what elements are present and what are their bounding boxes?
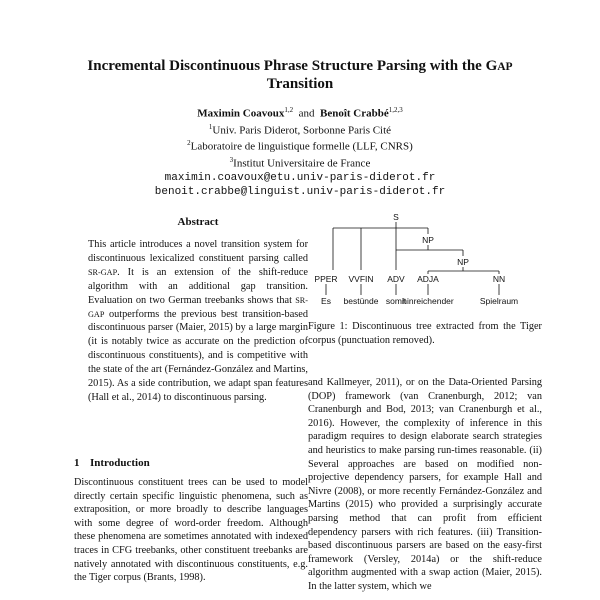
figure1-caption: Figure 1: Discontinuous tree extracted from the Tiger corpus (punctuation removed).	[308, 321, 542, 346]
introduction-text: Discontinuous constituent trees can be used to model directly certain specific linguistic phenomena, such as extraposition, or more broadly to describe languages with some degree of word-order freedom. Although these phenomena are sometimes annotated with indexed traces in CFG treebanks, other constituent treebanks are natively annotated with discontinuous constituents, e.g. the Tiger corpus (Brants, 1998).	[74, 477, 308, 584]
section-title: Introduction	[90, 457, 150, 469]
author-block	[100, 104, 500, 199]
author-and: and	[298, 107, 315, 120]
email-1[interactable]: maximin.coavoux@etu.univ-paris-diderot.fr	[164, 171, 436, 184]
affiliation-3: Institut Universitaire de France	[233, 157, 371, 170]
word-hinreichender: hinreichender	[402, 296, 454, 306]
section-heading	[74, 457, 314, 469]
abstract-text-b: . It is an extension of the shift-reduce algorithm with an additional gap transition. Evaluation on two German treebanks shows that	[88, 266, 308, 306]
section-number: 1	[74, 457, 80, 469]
abstract-text-c: outperforms the previous best transition-based discontinuous parser (Maier, 2015) by a large margin (it is notably twice as accurate on the prediction of discontinuous constituents), and is competitive with the state of the art (Fernández-González and Martins, 2015). As a side contribution, we adapt span features (Hall et al., 2014) to discontinuous parsing.	[88, 308, 308, 403]
node-pper: PPER	[314, 274, 338, 284]
word-somit: somit	[385, 296, 407, 306]
abstract-sc1: SR-GAP	[88, 267, 118, 277]
node-adja: ADJA	[417, 274, 439, 284]
node-vvfin: VVFIN	[348, 274, 374, 284]
author1-name: Maximin Coavoux	[197, 107, 285, 120]
right-column-text: and Kallmeyer, 2011), or on the Data-Oriented Parsing (DOP) framework (van Cranenburgh, 2012; van Cranenburgh and Bod, 2013; van Cranenburgh et al., 2016). However, the complexity of inference in this paradigm requires to design elaborate search strategies and heuristics to make parsing run-times reasonable. (ii) Several approaches are based on modified non-projective dependency parsers, for example Hall and Nivre (2008), or more recently Fernández-González and Martins (2015) who provided a surprisingly accurate parsing method that can profit from efficient dependency parsers with rich features. (iii) Transition-based discontinuous parsers are based on the easy-first framework (Versley, 2014a) or the shift-reduce algorithm augmented with a swap action (Maier, 2015). In the latter system, which we	[308, 377, 542, 592]
node-adv: ADV	[387, 274, 405, 284]
email-2[interactable]: benoit.crabbe@linguist.univ-paris-diderot.fr	[154, 185, 446, 198]
aff3-sup: 3	[229, 155, 234, 164]
abstract-text-a: This article introduces a novel transition system for discontinuous lexicalized constituent parsing called	[88, 239, 308, 264]
paper-title	[60, 58, 540, 93]
title-smallcaps: AP	[497, 61, 513, 73]
author1-sup: 1,2	[284, 106, 294, 114]
node-nn: NN	[492, 274, 506, 284]
figure1-tree	[300, 208, 540, 312]
node-s: S	[393, 212, 399, 222]
author2-sup: 1,2,3	[388, 106, 403, 114]
aff1-sup: 1	[208, 122, 213, 131]
abstract-sc2: SR-GAP	[88, 295, 308, 319]
node-np2: NP	[457, 257, 469, 267]
word-spielraum: Spielraum	[479, 296, 519, 306]
aff2-sup: 2	[187, 139, 191, 148]
affiliation-1: Univ. Paris Diderot, Sorbonne Paris Cité	[212, 124, 392, 137]
author2-name: Benoît Crabbé	[319, 107, 389, 120]
word-bestuende: bestünde	[343, 296, 379, 306]
abstract-heading: Abstract	[177, 216, 219, 228]
abstract-body	[88, 238, 308, 405]
title-line2: Transition	[266, 76, 334, 92]
title-line1: Incremental Discontinuous Phrase Structure Parsing with the G	[87, 58, 498, 74]
word-es: Es	[321, 296, 331, 306]
node-np1: NP	[422, 235, 434, 245]
affiliation-2: Laboratoire de linguistique formelle (LLF, CNRS)	[190, 140, 413, 153]
